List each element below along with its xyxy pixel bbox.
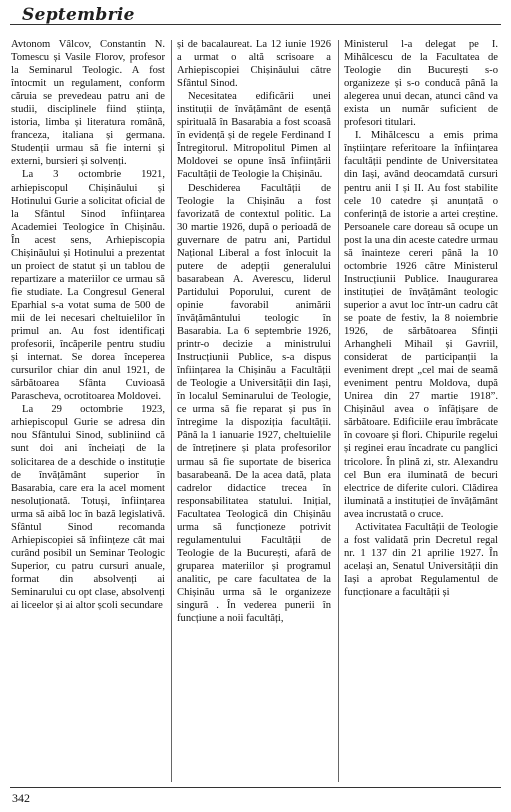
footer-rule: [10, 787, 501, 788]
header-rule: [10, 24, 501, 25]
paragraph: I. Mihălcescu a emis prima înștiințare referitoare la înființarea facultății pendinte de Universitatea din Iași, având deocamdată cursuri pentru anii I și II. Au fost stabilite cele 10 catedre și anunțată o conferință de istorie a artei creștine. Persoanele care doreau să ocupe un post la una din aceste catedre urmau să înainteze cereri până la 10 octombrie 1926 către Ministerul Instrucțiunii Publice. Inaugurarea instituției de învățământ teologic superior a avut loc într-un cadru cât se poate de festiv, la 8 noiembrie 1926, de sărbătoarea Sfinții Arhangheli Mihail și Gavriil, considerat de participanții la eveniment drept „cel mai de seamă eveniment pentru Moldova, după Unirea din 27 martie 1918”. Chișinăul avea o înfățișare de sărbătoare. Edificiile erau îmbrăcate în covoare și flori. Chipurile regelui și reginei erau încadrate cu panglici tricolore. În plină zi, str. Alexandru cel Bun era iluminată de becuri electrice de diferite culori. Clădirea iluminată a instituției de învățământ avea incrustată o cruce.: [344, 130, 498, 520]
page-footer: [0, 787, 511, 812]
paragraph: La 29 octombrie 1923, arhiepiscopul Gurie se adresa din nou Sfântului Sinod, subliniind că sunt doi ani încheiați de la solicitarea de a deschide o instituție de învățământ superior în Basarabia, care era la acel moment nesoluționată. Totuși, înființarea urma să aibă loc în bază legislativă. Sfântul Sinod recomanda Arhiepiscopiei să înființeze cât mai curând posibil un Seminar Teologic Superior, cu patru cursuri anuale, format din absolvenți ai Seminarului cu opt clase, absolvenți ai liceelor și ai altor școli secundare: [11, 404, 165, 612]
text-column-2: [177, 38, 331, 780]
paragraph: Deschiderea Facultății de Teologie la Chișinău a fost favorizată de contextul politic. La 30 martie 1926, după o perioadă de guvernare de patru ani, Partidul Național Liberal a fost înlocuit la putere de adepții generalului basarabean A. Averescu, liderul Partidului Poporului, curent de opinie favorabil animării învățământului teologic în Basarabia. La 6 septembrie 1926, printr-o decizie a ministrului Instrucțiunii Publice, s-a dispus înființarea la Chișinău a Facultății de Teologie a Universității din Iași, în localul Seminarului de Teologie, ce urma să fie reparat și pus în întregime la dispoziția facultății. Până la 1 ianuarie 1927, cheltuielile de întreținere și plata profesorilor urmau să fie suportate de biserica basarabeană. De la acea dată, plata cadrelor didactice trecea în responsabilitatea statului. Inițial, Facultatea Teologică din Chișinău urma să funcționeze potrivit regulamentului Facultății de Teologie de la București, afară de gruparea materiilor și programul analitic, pe care facultatea de la Chișinău urma să le organizeze singură . În vederea punerii în funcțiune a noii facultăți,: [177, 182, 331, 625]
paragraph: La 3 octombrie 1921, arhiepiscopul Chișinăului și Hotinului Gurie a solicitat oficial de la Sfântul Sinod înființarea Academiei Teologice în Chișinău. În acest sens, Arhiepiscopia Chișinăului și Hotinului a prezentat un proiect de statut și un tablou de repartizare a materiilor ce urmau să fie studiate. La Congresul General Eparhial s-a votat suma de 500 de mii de lei necesari cheltuielilor în primul an. Au fost identificați profesorii, încăperile pentru studiu și internat. Se dorea începerea cursurilor chiar din anul 1921, de sărbătoarea Sfânta Cuvioasă Parascheva, ocrotitoarea Moldovei.: [11, 169, 165, 403]
paragraph: Ministerul l-a delegat pe I. Mihălcescu de la Facultatea de Teologie din București s-o organizeze și s-o conducă până la alegerea unui decan, atunci când va exista un număr suficient de profesori titulari.: [344, 39, 498, 129]
text-column-1: [11, 38, 165, 780]
page-number: 342: [12, 791, 30, 805]
paragraph: și de bacalaureat. La 12 iunie 1926 a urmat o altă scrisoare a Arhiepiscopiei Chișinăului către Sfântul Sinod.: [177, 39, 331, 90]
text-columns: [11, 38, 501, 780]
paragraph: Necesitatea edificării unei instituții de învățământ de esență spirituală în Basarabia a fost scoasă în evidență și de regele Ferdinand I Întregitorul. Mitropolitul Pimen al Moldovei se opune însă înființării Facultății de Teologie la Chișinău.: [177, 91, 331, 181]
chapter-title: Septembrie: [22, 5, 135, 25]
text-column-3: [344, 38, 498, 780]
paragraph: Avtonom Vâlcov, Constantin N. Tomescu și Vasile Florov, profesor la Seminarul Teologic. A fost întocmit un regulament, conform căruia se prevedeau patru ani de studii, disciplinele fiind știința, istoria, limba și literatura română, franceza, italiana și germana. Studenții urmau să fie interni și externi, bursieri și solvenți.: [11, 39, 165, 168]
paragraph: Activitatea Facultății de Teologie a fost validată prin Decretul regal nr. 1 137 din 21 aprilie 1927. În același an, Senatul Universității din Iași a aprobat Regulamentul de funcționare a facultății și: [344, 521, 498, 598]
running-header: [10, 4, 501, 26]
